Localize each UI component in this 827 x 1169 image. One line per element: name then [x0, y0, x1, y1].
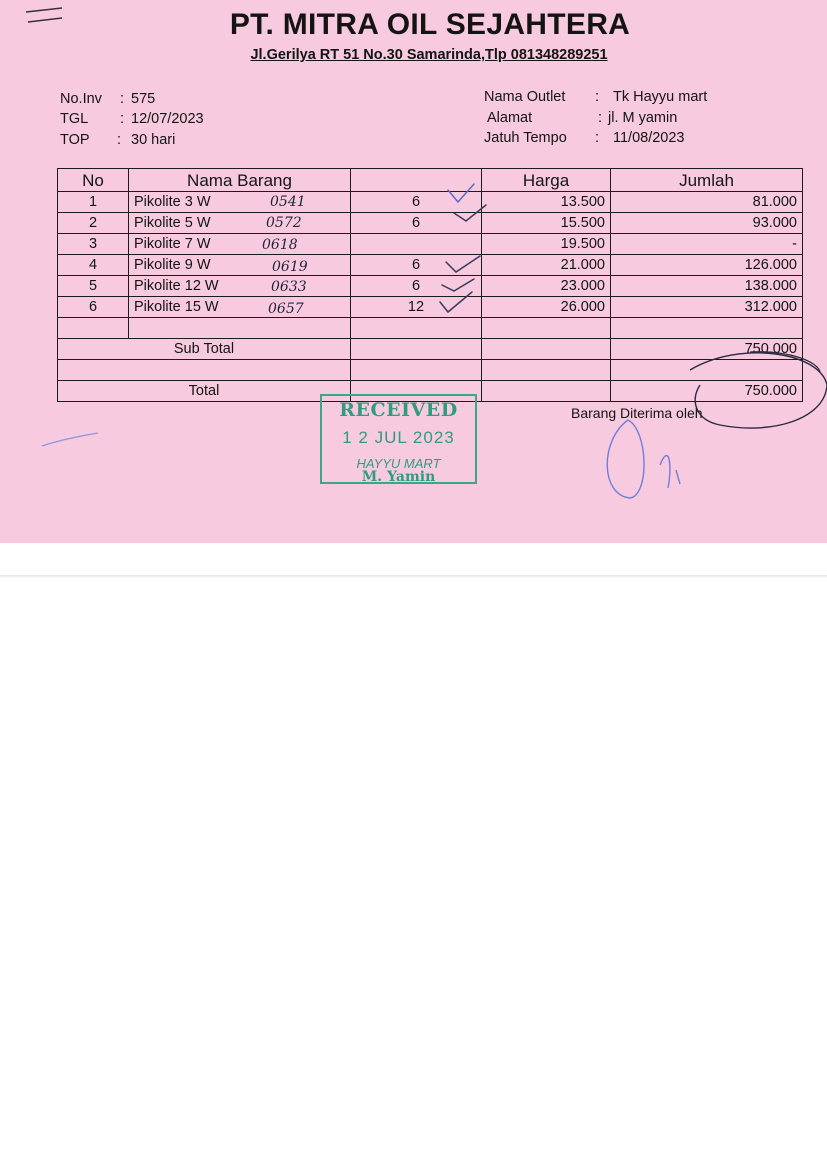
header-amount: Jumlah	[611, 169, 803, 192]
row-amount: 81.000	[611, 192, 803, 213]
table-row	[58, 234, 803, 255]
table-row	[58, 276, 803, 297]
header-qty	[351, 169, 482, 192]
table-row	[58, 297, 803, 318]
stamp-name: M. Yamin	[361, 469, 436, 485]
handwritten-code: 0657	[268, 301, 304, 317]
row-price: 15.500	[482, 213, 611, 234]
row-qty	[351, 234, 482, 255]
total-label: Total	[58, 381, 351, 402]
items-table	[57, 168, 803, 402]
row-name: Pikolite 12 W	[129, 276, 351, 297]
subtotal-row	[58, 339, 803, 360]
row-qty: 6	[351, 276, 482, 297]
row-qty: 6	[351, 255, 482, 276]
row-no: 6	[58, 297, 129, 318]
stamp-date: 1 2 JUL 2023	[342, 428, 455, 447]
row-amount: 312.000	[611, 297, 803, 318]
company-name: PT. MITRA OIL SEJAHTERA	[229, 8, 631, 41]
handwritten-code: 0541	[270, 194, 306, 210]
row-name: Pikolite 7 W	[129, 234, 351, 255]
row-name: Pikolite 15 W	[129, 297, 351, 318]
handwritten-code: 0618	[262, 237, 298, 253]
header-price: Harga	[482, 169, 611, 192]
row-price: 26.000	[482, 297, 611, 318]
stamp-shop: HAYYU MART	[356, 456, 441, 471]
row-qty: 6	[351, 213, 482, 234]
row-amount: 93.000	[611, 213, 803, 234]
total-value: 750.000	[611, 381, 803, 402]
subtotal-value: 750.000	[611, 339, 803, 360]
row-price: 21.000	[482, 255, 611, 276]
header-name: Nama Barang	[129, 169, 351, 192]
received-by-label: Barang Diterima oleh	[571, 405, 703, 421]
subtotal-label: Sub Total	[58, 339, 351, 360]
company-address: Jl.Gerilya RT 51 No.30 Samarinda,Tlp 081348289251	[250, 47, 608, 63]
table-row	[58, 213, 803, 234]
blank-row	[58, 318, 803, 339]
table-header-row	[58, 169, 803, 192]
blank-row	[58, 360, 803, 381]
handwritten-code: 0619	[272, 259, 308, 275]
stamp-title: RECEIVED	[339, 399, 458, 421]
table-row	[58, 255, 803, 276]
invoice-paper: PT. MITRA OIL SEJAHTERA Jl.Gerilya RT 51 No.30 Samarinda,Tlp 081348289251 No.Inv : 575 TGL : 12/07/2023 TOP : 30 hari Nama Outlet : Tk Hayyu mart Alamat : jl. M yamin Jatuh Tempo : 11/08/2023 No Nama Barang Harga Jumlah 1 Pikolite 3 W 6 13.500 81.000 2 Pikolite 5 W 6 15.500 93.000 3 Pikolite 7 W 19.500 - 4 Pikolite 9 W 6 21.000 126.000 5 Pikolite 12 W 6 23.000 138.000 6 Pikolite 15 W 12 26.000 312.000 Sub Total 750.000 Total 750.000 0541 0572 0618 0619 0633 0657 Barang Diterima oleh RECEIVED 1 2 JUL 2023 HAYYU MART M. Yamin	[0, 0, 827, 543]
row-amount: 138.000	[611, 276, 803, 297]
row-qty: 6	[351, 192, 482, 213]
row-qty: 12	[351, 297, 482, 318]
received-stamp	[320, 394, 477, 484]
row-amount: -	[611, 234, 803, 255]
row-name: Pikolite 3 W	[129, 192, 351, 213]
header-no: No	[58, 169, 129, 192]
table-row	[58, 192, 803, 213]
row-name: Pikolite 5 W	[129, 213, 351, 234]
row-no: 3	[58, 234, 129, 255]
signature	[607, 420, 680, 498]
handwritten-code: 0572	[266, 215, 302, 231]
row-price: 19.500	[482, 234, 611, 255]
row-amount: 126.000	[611, 255, 803, 276]
row-no: 5	[58, 276, 129, 297]
row-no: 2	[58, 213, 129, 234]
row-no: 1	[58, 192, 129, 213]
row-name: Pikolite 9 W	[129, 255, 351, 276]
row-price: 23.000	[482, 276, 611, 297]
page-edge	[0, 575, 827, 578]
ink-stroke	[42, 433, 98, 446]
handwritten-code: 0633	[271, 279, 307, 295]
row-price: 13.500	[482, 192, 611, 213]
row-no: 4	[58, 255, 129, 276]
